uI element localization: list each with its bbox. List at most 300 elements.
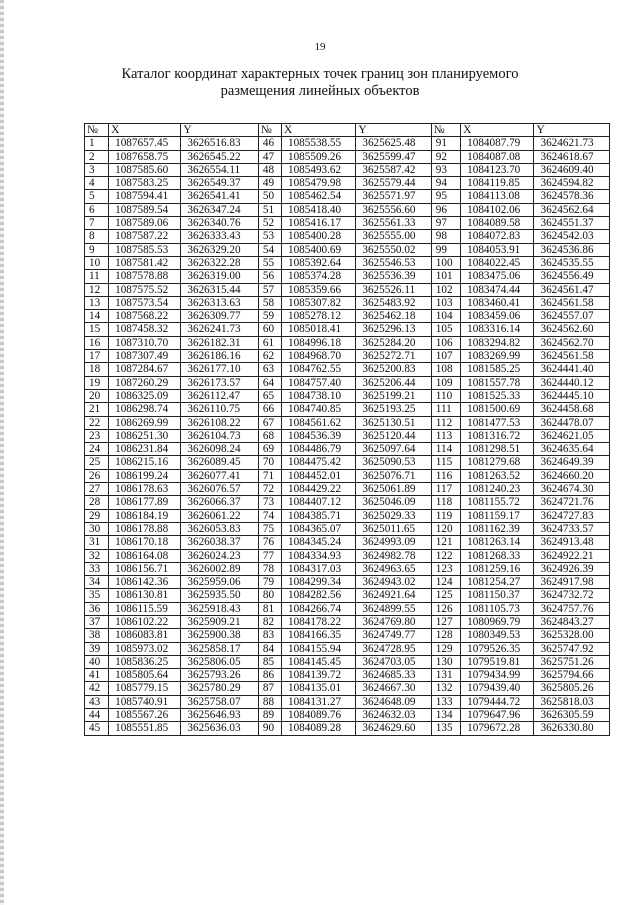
- x-coordinate-cell: 1084053.91: [461, 243, 534, 256]
- x-coordinate-cell: 1079647.96: [461, 709, 534, 722]
- y-coordinate-cell: 3624562.60: [534, 323, 610, 336]
- point-number-cell: 52: [258, 217, 281, 230]
- point-number-cell: 5: [85, 190, 109, 203]
- x-coordinate-cell: 1085359.66: [281, 283, 355, 296]
- y-coordinate-cell: 3626077.41: [181, 469, 259, 482]
- y-coordinate-cell: 3625959.06: [181, 576, 259, 589]
- table-row: [85, 416, 610, 429]
- table-row: [85, 217, 610, 230]
- point-number-cell: 87: [258, 682, 281, 695]
- x-coordinate-cell: 1085400.69: [281, 243, 355, 256]
- header-cell: №: [431, 124, 460, 137]
- x-coordinate-cell: 1085567.26: [109, 709, 181, 722]
- x-coordinate-cell: 1087589.06: [109, 217, 181, 230]
- x-coordinate-cell: 1083316.14: [461, 323, 534, 336]
- x-coordinate-cell: 1086178.88: [109, 522, 181, 535]
- x-coordinate-cell: 1085538.55: [281, 137, 355, 150]
- y-coordinate-cell: 3626329.20: [181, 243, 259, 256]
- table-row: [85, 602, 610, 615]
- x-coordinate-cell: 1085493.62: [281, 163, 355, 176]
- y-coordinate-cell: 3626112.47: [181, 389, 259, 402]
- x-coordinate-cell: 1081525.33: [461, 389, 534, 402]
- point-number-cell: 30: [85, 522, 109, 535]
- point-number-cell: 13: [85, 296, 109, 309]
- table-row: [85, 443, 610, 456]
- x-coordinate-cell: 1085307.82: [281, 296, 355, 309]
- y-coordinate-cell: 3624993.09: [356, 536, 431, 549]
- x-coordinate-cell: 1084102.06: [461, 203, 534, 216]
- point-number-cell: 54: [258, 243, 281, 256]
- point-number-cell: 10: [85, 256, 109, 269]
- y-coordinate-cell: 3625029.33: [356, 509, 431, 522]
- y-coordinate-cell: 3624632.03: [356, 709, 431, 722]
- point-number-cell: 121: [431, 536, 460, 549]
- table-row: [85, 389, 610, 402]
- table-row: [85, 562, 610, 575]
- x-coordinate-cell: 1086142.36: [109, 576, 181, 589]
- y-coordinate-cell: 3626173.57: [181, 376, 259, 389]
- table-row: [85, 642, 610, 655]
- x-coordinate-cell: 1084022.45: [461, 256, 534, 269]
- x-coordinate-cell: 1083475.06: [461, 270, 534, 283]
- point-number-cell: 118: [431, 496, 460, 509]
- y-coordinate-cell: 3624542.03: [534, 230, 610, 243]
- x-coordinate-cell: 1081500.69: [461, 403, 534, 416]
- point-number-cell: 11: [85, 270, 109, 283]
- y-coordinate-cell: 3624757.76: [534, 602, 610, 615]
- y-coordinate-cell: 3625780.29: [181, 682, 259, 695]
- x-coordinate-cell: 1084365.07: [281, 522, 355, 535]
- point-number-cell: 1: [85, 137, 109, 150]
- x-coordinate-cell: 1086177.89: [109, 496, 181, 509]
- x-coordinate-cell: 1084740.85: [281, 403, 355, 416]
- y-coordinate-cell: 3626315.44: [181, 283, 259, 296]
- point-number-cell: 114: [431, 443, 460, 456]
- table-header-row: [85, 124, 610, 137]
- y-coordinate-cell: 3626108.22: [181, 416, 259, 429]
- y-coordinate-cell: 3624660.20: [534, 469, 610, 482]
- x-coordinate-cell: 1085779.15: [109, 682, 181, 695]
- point-number-cell: 59: [258, 310, 281, 323]
- y-coordinate-cell: 3624926.39: [534, 562, 610, 575]
- table-row: [85, 376, 610, 389]
- table-row: [85, 190, 610, 203]
- y-coordinate-cell: 3625646.93: [181, 709, 259, 722]
- x-coordinate-cell: 1084155.94: [281, 642, 355, 655]
- table-row: [85, 669, 610, 682]
- table-row: [85, 256, 610, 269]
- y-coordinate-cell: 3625599.47: [356, 150, 431, 163]
- x-coordinate-cell: 1081254.27: [461, 576, 534, 589]
- x-coordinate-cell: 1084738.10: [281, 389, 355, 402]
- point-number-cell: 58: [258, 296, 281, 309]
- x-coordinate-cell: 1084145.45: [281, 655, 355, 668]
- x-coordinate-cell: 1083294.82: [461, 336, 534, 349]
- point-number-cell: 39: [85, 642, 109, 655]
- y-coordinate-cell: 3626089.45: [181, 456, 259, 469]
- point-number-cell: 63: [258, 363, 281, 376]
- y-coordinate-cell: 3626110.75: [181, 403, 259, 416]
- y-coordinate-cell: 3624727.83: [534, 509, 610, 522]
- table-row: [85, 243, 610, 256]
- point-number-cell: 6: [85, 203, 109, 216]
- x-coordinate-cell: 1085018.41: [281, 323, 355, 336]
- x-coordinate-cell: 1087581.42: [109, 256, 181, 269]
- point-number-cell: 60: [258, 323, 281, 336]
- x-coordinate-cell: 1086215.16: [109, 456, 181, 469]
- point-number-cell: 49: [258, 177, 281, 190]
- y-coordinate-cell: 3625818.03: [534, 695, 610, 708]
- x-coordinate-cell: 1084282.56: [281, 589, 355, 602]
- y-coordinate-cell: 3625794.66: [534, 669, 610, 682]
- point-number-cell: 27: [85, 483, 109, 496]
- point-number-cell: 101: [431, 270, 460, 283]
- point-number-cell: 132: [431, 682, 460, 695]
- point-number-cell: 112: [431, 416, 460, 429]
- point-number-cell: 19: [85, 376, 109, 389]
- y-coordinate-cell: 3624963.65: [356, 562, 431, 575]
- point-number-cell: 38: [85, 629, 109, 642]
- point-number-cell: 46: [258, 137, 281, 150]
- x-coordinate-cell: 1087284.67: [109, 363, 181, 376]
- x-coordinate-cell: 1084452.01: [281, 469, 355, 482]
- point-number-cell: 48: [258, 163, 281, 176]
- table-row: [85, 429, 610, 442]
- x-coordinate-cell: 1083460.41: [461, 296, 534, 309]
- y-coordinate-cell: 3625758.07: [181, 695, 259, 708]
- point-number-cell: 76: [258, 536, 281, 549]
- y-coordinate-cell: 3625805.26: [534, 682, 610, 695]
- point-number-cell: 32: [85, 549, 109, 562]
- point-number-cell: 82: [258, 615, 281, 628]
- point-number-cell: 100: [431, 256, 460, 269]
- y-coordinate-cell: 3624943.02: [356, 576, 431, 589]
- x-coordinate-cell: 1085374.28: [281, 270, 355, 283]
- y-coordinate-cell: 3625526.11: [356, 283, 431, 296]
- y-coordinate-cell: 3626545.22: [181, 150, 259, 163]
- point-number-cell: 56: [258, 270, 281, 283]
- point-number-cell: 93: [431, 163, 460, 176]
- y-coordinate-cell: 3624922.21: [534, 549, 610, 562]
- point-number-cell: 35: [85, 589, 109, 602]
- page-number: 19: [314, 41, 326, 53]
- y-coordinate-cell: 3626309.77: [181, 310, 259, 323]
- point-number-cell: 9: [85, 243, 109, 256]
- point-number-cell: 3: [85, 163, 109, 176]
- x-coordinate-cell: 1084119.85: [461, 177, 534, 190]
- y-coordinate-cell: 3625130.51: [356, 416, 431, 429]
- x-coordinate-cell: 1087587.22: [109, 230, 181, 243]
- point-number-cell: 18: [85, 363, 109, 376]
- table-row: [85, 350, 610, 363]
- y-coordinate-cell: 3624899.55: [356, 602, 431, 615]
- point-number-cell: 26: [85, 469, 109, 482]
- y-coordinate-cell: 3624562.70: [534, 336, 610, 349]
- y-coordinate-cell: 3625793.26: [181, 669, 259, 682]
- y-coordinate-cell: 3624649.39: [534, 456, 610, 469]
- table-row: [85, 323, 610, 336]
- x-coordinate-cell: 1086178.63: [109, 483, 181, 496]
- table-row: [85, 589, 610, 602]
- point-number-cell: 33: [85, 562, 109, 575]
- point-number-cell: 110: [431, 389, 460, 402]
- point-number-cell: 69: [258, 443, 281, 456]
- x-coordinate-cell: 1087568.22: [109, 310, 181, 323]
- point-number-cell: 108: [431, 363, 460, 376]
- point-number-cell: 79: [258, 576, 281, 589]
- table-body: [85, 137, 610, 735]
- table-row: [85, 203, 610, 216]
- header-cell: X: [281, 124, 355, 137]
- table-row: [85, 576, 610, 589]
- y-coordinate-cell: 3624536.86: [534, 243, 610, 256]
- x-coordinate-cell: 1081557.78: [461, 376, 534, 389]
- y-coordinate-cell: 3624445.10: [534, 389, 610, 402]
- point-number-cell: 105: [431, 323, 460, 336]
- header-cell: Y: [181, 124, 259, 137]
- x-coordinate-cell: 1084317.03: [281, 562, 355, 575]
- x-coordinate-cell: 1081263.52: [461, 469, 534, 482]
- x-coordinate-cell: 1084178.22: [281, 615, 355, 628]
- point-number-cell: 73: [258, 496, 281, 509]
- y-coordinate-cell: 3626322.28: [181, 256, 259, 269]
- x-coordinate-cell: 1084072.83: [461, 230, 534, 243]
- point-number-cell: 2: [85, 150, 109, 163]
- x-coordinate-cell: 1084561.62: [281, 416, 355, 429]
- point-number-cell: 98: [431, 230, 460, 243]
- x-coordinate-cell: 1084407.12: [281, 496, 355, 509]
- x-coordinate-cell: 1086130.81: [109, 589, 181, 602]
- x-coordinate-cell: 1087594.41: [109, 190, 181, 203]
- x-coordinate-cell: 1084135.01: [281, 682, 355, 695]
- x-coordinate-cell: 1079672.28: [461, 722, 534, 735]
- x-coordinate-cell: 1085462.54: [281, 190, 355, 203]
- point-number-cell: 64: [258, 376, 281, 389]
- page-title-line-1: Каталог координат характерных точек границ зон планируемого: [121, 66, 519, 82]
- y-coordinate-cell: 3624648.09: [356, 695, 431, 708]
- table-row: [85, 310, 610, 323]
- point-number-cell: 81: [258, 602, 281, 615]
- x-coordinate-cell: 1084266.74: [281, 602, 355, 615]
- x-coordinate-cell: 1087310.70: [109, 336, 181, 349]
- x-coordinate-cell: 1087260.29: [109, 376, 181, 389]
- point-number-cell: 103: [431, 296, 460, 309]
- x-coordinate-cell: 1085973.02: [109, 642, 181, 655]
- y-coordinate-cell: 3624674.30: [534, 483, 610, 496]
- x-coordinate-cell: 1084113.08: [461, 190, 534, 203]
- x-coordinate-cell: 1084139.72: [281, 669, 355, 682]
- point-number-cell: 7: [85, 217, 109, 230]
- point-number-cell: 109: [431, 376, 460, 389]
- point-number-cell: 67: [258, 416, 281, 429]
- x-coordinate-cell: 1087658.75: [109, 150, 181, 163]
- x-coordinate-cell: 1087589.54: [109, 203, 181, 216]
- table-row: [85, 483, 610, 496]
- y-coordinate-cell: 3625046.09: [356, 496, 431, 509]
- y-coordinate-cell: 3626554.11: [181, 163, 259, 176]
- y-coordinate-cell: 3625011.65: [356, 522, 431, 535]
- y-coordinate-cell: 3626347.24: [181, 203, 259, 216]
- y-coordinate-cell: 3624749.77: [356, 629, 431, 642]
- y-coordinate-cell: 3625636.03: [181, 722, 259, 735]
- y-coordinate-cell: 3626330.80: [534, 722, 610, 735]
- y-coordinate-cell: 3624562.64: [534, 203, 610, 216]
- y-coordinate-cell: 3625284.20: [356, 336, 431, 349]
- point-number-cell: 36: [85, 602, 109, 615]
- x-coordinate-cell: 1079439.40: [461, 682, 534, 695]
- x-coordinate-cell: 1084089.76: [281, 709, 355, 722]
- point-number-cell: 68: [258, 429, 281, 442]
- y-coordinate-cell: 3626516.83: [181, 137, 259, 150]
- point-number-cell: 86: [258, 669, 281, 682]
- x-coordinate-cell: 1084299.34: [281, 576, 355, 589]
- point-number-cell: 128: [431, 629, 460, 642]
- point-number-cell: 123: [431, 562, 460, 575]
- x-coordinate-cell: 1084757.40: [281, 376, 355, 389]
- table-row: [85, 722, 610, 735]
- y-coordinate-cell: 3625550.02: [356, 243, 431, 256]
- point-number-cell: 28: [85, 496, 109, 509]
- y-coordinate-cell: 3624917.98: [534, 576, 610, 589]
- table-row: [85, 403, 610, 416]
- point-number-cell: 74: [258, 509, 281, 522]
- x-coordinate-cell: 1079434.99: [461, 669, 534, 682]
- header-cell: X: [461, 124, 534, 137]
- y-coordinate-cell: 3625935.50: [181, 589, 259, 602]
- y-coordinate-cell: 3626186.16: [181, 350, 259, 363]
- header-cell: Y: [534, 124, 610, 137]
- y-coordinate-cell: 3624594.82: [534, 177, 610, 190]
- y-coordinate-cell: 3626549.37: [181, 177, 259, 190]
- point-number-cell: 134: [431, 709, 460, 722]
- point-number-cell: 43: [85, 695, 109, 708]
- point-number-cell: 122: [431, 549, 460, 562]
- point-number-cell: 125: [431, 589, 460, 602]
- x-coordinate-cell: 1087585.60: [109, 163, 181, 176]
- table-row: [85, 296, 610, 309]
- x-coordinate-cell: 1084131.27: [281, 695, 355, 708]
- point-number-cell: 78: [258, 562, 281, 575]
- point-number-cell: 45: [85, 722, 109, 735]
- point-number-cell: 70: [258, 456, 281, 469]
- point-number-cell: 29: [85, 509, 109, 522]
- y-coordinate-cell: 3626305.59: [534, 709, 610, 722]
- y-coordinate-cell: 3625806.05: [181, 655, 259, 668]
- y-coordinate-cell: 3624561.47: [534, 283, 610, 296]
- point-number-cell: 61: [258, 336, 281, 349]
- x-coordinate-cell: 1086102.22: [109, 615, 181, 628]
- y-coordinate-cell: 3624769.80: [356, 615, 431, 628]
- x-coordinate-cell: 1084166.35: [281, 629, 355, 642]
- x-coordinate-cell: 1084334.93: [281, 549, 355, 562]
- point-number-cell: 24: [85, 443, 109, 456]
- table-row: [85, 163, 610, 176]
- point-number-cell: 51: [258, 203, 281, 216]
- x-coordinate-cell: 1084385.71: [281, 509, 355, 522]
- point-number-cell: 22: [85, 416, 109, 429]
- x-coordinate-cell: 1084123.70: [461, 163, 534, 176]
- point-number-cell: 65: [258, 389, 281, 402]
- point-number-cell: 94: [431, 177, 460, 190]
- x-coordinate-cell: 1086298.74: [109, 403, 181, 416]
- x-coordinate-cell: 1084089.58: [461, 217, 534, 230]
- point-number-cell: 102: [431, 283, 460, 296]
- x-coordinate-cell: 1085416.17: [281, 217, 355, 230]
- y-coordinate-cell: 3625561.33: [356, 217, 431, 230]
- x-coordinate-cell: 1087307.49: [109, 350, 181, 363]
- point-number-cell: 31: [85, 536, 109, 549]
- y-coordinate-cell: 3625751.26: [534, 655, 610, 668]
- point-number-cell: 23: [85, 429, 109, 442]
- table-row: [85, 709, 610, 722]
- point-number-cell: 117: [431, 483, 460, 496]
- x-coordinate-cell: 1086083.81: [109, 629, 181, 642]
- y-coordinate-cell: 3626024.23: [181, 549, 259, 562]
- point-number-cell: 130: [431, 655, 460, 668]
- point-number-cell: 89: [258, 709, 281, 722]
- x-coordinate-cell: 1087458.32: [109, 323, 181, 336]
- point-number-cell: 44: [85, 709, 109, 722]
- header-cell: №: [85, 124, 109, 137]
- y-coordinate-cell: 3624551.37: [534, 217, 610, 230]
- point-number-cell: 66: [258, 403, 281, 416]
- table-row: [85, 509, 610, 522]
- point-number-cell: 72: [258, 483, 281, 496]
- x-coordinate-cell: 1081279.68: [461, 456, 534, 469]
- y-coordinate-cell: 3625090.53: [356, 456, 431, 469]
- x-coordinate-cell: 1087657.45: [109, 137, 181, 150]
- y-coordinate-cell: 3624557.07: [534, 310, 610, 323]
- y-coordinate-cell: 3624618.67: [534, 150, 610, 163]
- point-number-cell: 80: [258, 589, 281, 602]
- y-coordinate-cell: 3625328.00: [534, 629, 610, 642]
- table-row: [85, 629, 610, 642]
- y-coordinate-cell: 3624556.49: [534, 270, 610, 283]
- point-number-cell: 47: [258, 150, 281, 163]
- y-coordinate-cell: 3624728.95: [356, 642, 431, 655]
- x-coordinate-cell: 1083459.06: [461, 310, 534, 323]
- y-coordinate-cell: 3626061.22: [181, 509, 259, 522]
- x-coordinate-cell: 1084968.70: [281, 350, 355, 363]
- point-number-cell: 97: [431, 217, 460, 230]
- y-coordinate-cell: 3625909.21: [181, 615, 259, 628]
- x-coordinate-cell: 1081259.16: [461, 562, 534, 575]
- point-number-cell: 40: [85, 655, 109, 668]
- point-number-cell: 50: [258, 190, 281, 203]
- y-coordinate-cell: 3625536.39: [356, 270, 431, 283]
- x-coordinate-cell: 1084429.22: [281, 483, 355, 496]
- header-cell: Y: [356, 124, 431, 137]
- y-coordinate-cell: 3625206.44: [356, 376, 431, 389]
- x-coordinate-cell: 1086231.84: [109, 443, 181, 456]
- point-number-cell: 84: [258, 642, 281, 655]
- point-number-cell: 21: [85, 403, 109, 416]
- table-row: [85, 549, 610, 562]
- x-coordinate-cell: 1086199.24: [109, 469, 181, 482]
- y-coordinate-cell: 3626319.00: [181, 270, 259, 283]
- y-coordinate-cell: 3625579.44: [356, 177, 431, 190]
- x-coordinate-cell: 1085805.64: [109, 669, 181, 682]
- x-coordinate-cell: 1086156.71: [109, 562, 181, 575]
- coordinates-catalog-table: [84, 123, 610, 736]
- x-coordinate-cell: 1084345.24: [281, 536, 355, 549]
- x-coordinate-cell: 1083269.99: [461, 350, 534, 363]
- point-number-cell: 131: [431, 669, 460, 682]
- point-number-cell: 127: [431, 615, 460, 628]
- y-coordinate-cell: 3626177.10: [181, 363, 259, 376]
- x-coordinate-cell: 1081150.37: [461, 589, 534, 602]
- y-coordinate-cell: 3624703.05: [356, 655, 431, 668]
